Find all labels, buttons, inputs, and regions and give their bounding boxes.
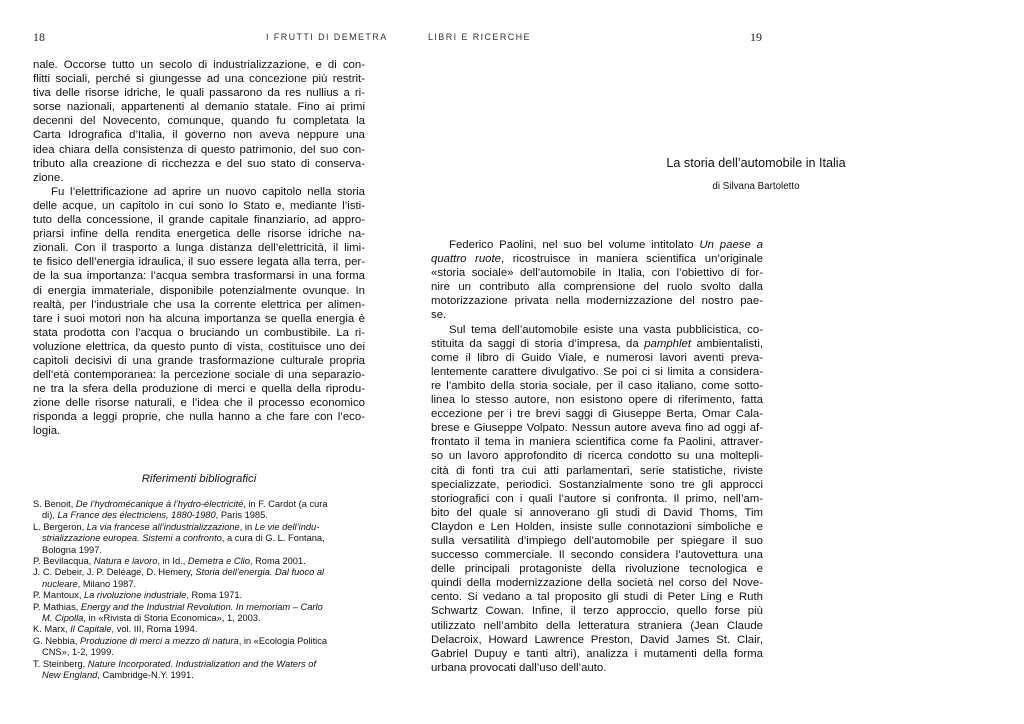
- text-line: re l’ambito della storia sociale, per il caso italiano, come sotto-: [431, 379, 763, 392]
- bibliography-line: M. Cipolla, in «Rivista di Storia Economica», 1, 2003.: [42, 613, 261, 624]
- text-line: quindi della modernizzazione della società nel corso del Nove-: [431, 577, 763, 590]
- text-line: voluzione elettrica, da questo punto di vista, costituisce uno dei: [33, 340, 365, 353]
- bibliography-entry: [33, 624, 369, 635]
- text-line: nale. Occorse tutto un secolo di industrializzazione, e di con-: [33, 59, 365, 71]
- text-line: Fu l’elettrificazione ad aprire un nuovo capitolo nella storia: [51, 185, 365, 198]
- text-line: storiografici con i quali l’autore si confronta. Il primo, nell’am-: [431, 492, 763, 505]
- text-line: motorizzazione privata nella modernizzazione del nostro pae-: [431, 295, 763, 308]
- text-line: dell’età contemporanea: la percezione sociale di una separazio-: [33, 369, 365, 382]
- bibliography-line: T. Steinberg, Nature Incorporated. Industrialization and the Waters of: [33, 658, 317, 669]
- bibliography-heading: Riferimenti bibliografici: [141, 473, 257, 485]
- bibliography-entry: [33, 567, 369, 590]
- text-line: tare i suoi motori non ha alcuna importanza se quella energia è: [33, 312, 365, 325]
- left-body-text: [33, 58, 365, 439]
- text-line: idea chiara della consistenza di questo patrimonio, del suo con-: [33, 143, 365, 156]
- text-line: brese e Giuseppe Volpato. Nessun autore aveva fino ad oggi af-: [431, 422, 763, 435]
- text-line: zionali. Con il trasporto a lunga distanza dell’elettricità, il limi-: [33, 242, 365, 255]
- bibliography-line: P. Mathias, Energy and the Industrial Revolution. In memoriam – Carlo: [33, 601, 323, 612]
- text-line: tributo alla creazione di ricchezza e del suo stato di conserva-: [33, 157, 365, 170]
- text-line: sorse nazionali, appartenenti al demanio statale. Fino ai primi: [33, 101, 365, 114]
- bibliography-entry: [33, 499, 369, 522]
- bibliography-line: di), La France des électriciens, 1880-1980, Paris 1985.: [42, 510, 268, 521]
- bibliography-line: strializzazione europea. Sistemi a confronto, a cura di G. L. Fontana,: [42, 533, 325, 544]
- text-line: linea lo stesso autore, non esistono opere di riferimento, fatta: [431, 394, 763, 407]
- article-title: La storia dell’automobile in Italia: [666, 156, 846, 170]
- text-line: zione delle risorse naturali, e l’idea che il processo economico: [33, 397, 365, 410]
- right-running-head: LIBRI E RICERCHE: [428, 32, 531, 42]
- bibliography-line: Bologna 1997.: [42, 544, 102, 555]
- text-line: stituita da saggi di storia d’impresa, da pamphlet ambientalisti,: [431, 337, 763, 350]
- text-line: Delacroix, Howard Lawrence Preston, David James St. Clair,: [431, 633, 763, 646]
- text-line: specializzate, periodici. Sostanzialmente sono tre gli approcci: [431, 478, 763, 491]
- text-line: lentemente carattere divulgativo. Se poi ci si limita a considera-: [431, 365, 763, 378]
- bibliography-entry: [33, 590, 369, 601]
- text-line: logia.: [33, 425, 61, 438]
- text-line: sulla versatilità d’impiego dell’automobile per spiegare il suo: [431, 534, 763, 547]
- text-line: stata prodotta con l’acqua o bruciando un combustibile. La ri-: [33, 326, 365, 339]
- text-line: Sul tema dell’automobile esiste una vasta pubblicistica, co-: [449, 323, 763, 336]
- text-line: decenni del Novecento, comunque, quando fu completata la: [33, 115, 365, 128]
- text-line: delle principali protagoniste della rivoluzione tecnologica e: [431, 563, 763, 576]
- text-line: di energia immateriale, disponibile potenzialmente ovunque. In: [33, 284, 365, 297]
- text-line: ne tra la sfera della produzione di merci e quella della riprodu-: [33, 383, 365, 396]
- text-line: eccezione per i tre brevi saggi di Giuseppe Berta, Omar Cala-: [431, 408, 763, 421]
- bibliography-line: CNS», 1-2, 1999.: [42, 647, 114, 658]
- bibliography-line: G. Nebbia, Produzione di merci a mezzo di natura, in «Ecologia Politica: [33, 635, 328, 646]
- text-line: capitoli decisivi di una grande trasformazione culturale propria: [33, 354, 365, 367]
- text-line: priarsi infine della rendita energetica delle risorse idriche na-: [33, 228, 365, 241]
- text-line: se.: [431, 309, 447, 322]
- text-line: bito del quale si annoverano gli studi di David Thoms, Tim: [431, 506, 763, 519]
- text-line: urbana provocati dall’uso dell’auto.: [431, 661, 607, 674]
- right-page-number: 19: [750, 30, 762, 44]
- bibliography-entry: [33, 636, 369, 659]
- text-line: cità di fonti tra cui atti parlamentari, serie statistiche, riviste: [431, 464, 763, 477]
- text-line: delle acque, un capitolo in cui sono lo Stato e, mediante l’isti-: [33, 199, 365, 212]
- right-body-text: [431, 238, 763, 675]
- text-line: Carta Idrografica d’Italia, il governo non aveva neppure una: [33, 129, 365, 142]
- bibliography-line: P. Bevilacqua, Natura e lavoro, in Id., Demetra e Clio, Roma 2001.: [33, 556, 306, 567]
- right-page: [428, 0, 1024, 724]
- bibliography-entry: [33, 556, 369, 567]
- bibliography-line: P. Mantoux, La rivoluzione industriale, Roma 1971.: [33, 590, 243, 601]
- text-line: nire un contributo alla comprensione del ruolo svolto dalla: [431, 281, 763, 294]
- text-line: risponda a leggi proprie, che nulla hanno a che fare con l’eco-: [33, 411, 365, 424]
- text-line: flitti sociali, perché si giungesse ad una concezione più restrit-: [33, 73, 365, 86]
- text-line: tuto della concessione, il grande capitale finanziario, ad appro-: [33, 214, 365, 227]
- text-line: de la sua importanza: l’acqua sembra trasformarsi in una forma: [33, 270, 365, 283]
- text-line: Gabriel Dupuy e tanti altri), analizza i mutamenti della forma: [431, 647, 763, 660]
- text-line: «storia sociale» dell’automobile in Italia, con l’obiettivo di for-: [431, 267, 763, 280]
- bibliography-line: L. Bergeron, La via francese all’industrializzazione, in Le vie dell’indu-: [33, 521, 320, 532]
- bibliography-entry: [33, 522, 369, 556]
- text-line: tiva delle risorse idriche, le quali passarono da res nullius a ri-: [33, 87, 365, 100]
- bibliography-line: J. C. Debeir, J. P. Deléage, D. Hemery, Storia dell’energia. Dal fuoco al: [33, 567, 325, 578]
- text-line: successo commerciale. Il secondo considera l’autovettura una: [431, 549, 763, 562]
- bibliography-line: K. Marx, Il Capitale, vol. III, Roma 1994.: [33, 624, 198, 635]
- text-line: cento. Si vedano a tal proposito gli studi di Peter Ling e Ruth: [431, 591, 763, 604]
- text-line: utilizzato nell’ambito della letteratura straniera (Jean Claude: [431, 619, 763, 632]
- bibliography-line: S. Benoit, De l’hydromécanique à l’hydro-électricité, in F. Cardot (a cura: [33, 499, 328, 509]
- left-running-head: I FRUTTI DI DEMETRA: [266, 32, 388, 42]
- bibliography-line: nucleare, Milano 1987.: [42, 578, 137, 589]
- bibliography-entry: [33, 602, 369, 625]
- text-line: come il libro di Guido Viale, e numerosi lavori aventi preva-: [431, 351, 763, 364]
- text-line: zione.: [33, 171, 64, 184]
- text-line: realtà, per l’industriale che usa la corrente elettrica per alimen-: [33, 298, 365, 311]
- bibliography-entry: [33, 659, 369, 682]
- text-line: Federico Paolini, nel suo bel volume intitolato Un paese a: [449, 239, 763, 251]
- left-page-number: 18: [33, 30, 45, 44]
- text-line: te fisico dell’energia idraulica, il suo essere legata alla terra, per-: [33, 256, 365, 269]
- text-line: quattro ruote, ricostruisce in maniera scientifica un’originale: [431, 253, 763, 266]
- article-author: di Silvana Bartoletto: [712, 181, 800, 192]
- text-line: Claydon e Len Holden, insiste sulle connotazioni simboliche e: [431, 520, 763, 533]
- text-line: frontato il tema in maniera scientifica come fa Paolini, attraver-: [431, 436, 763, 449]
- bibliography-list: [33, 499, 369, 682]
- text-line: so un lavoro approfondito di ricerca condotto su una moltepli-: [431, 450, 763, 463]
- text-line: Schwartz Cowan. Infine, il terzo approccio, quello forse più: [431, 605, 763, 618]
- bibliography-line: New England, Cambridge-N.Y. 1991.: [42, 670, 194, 681]
